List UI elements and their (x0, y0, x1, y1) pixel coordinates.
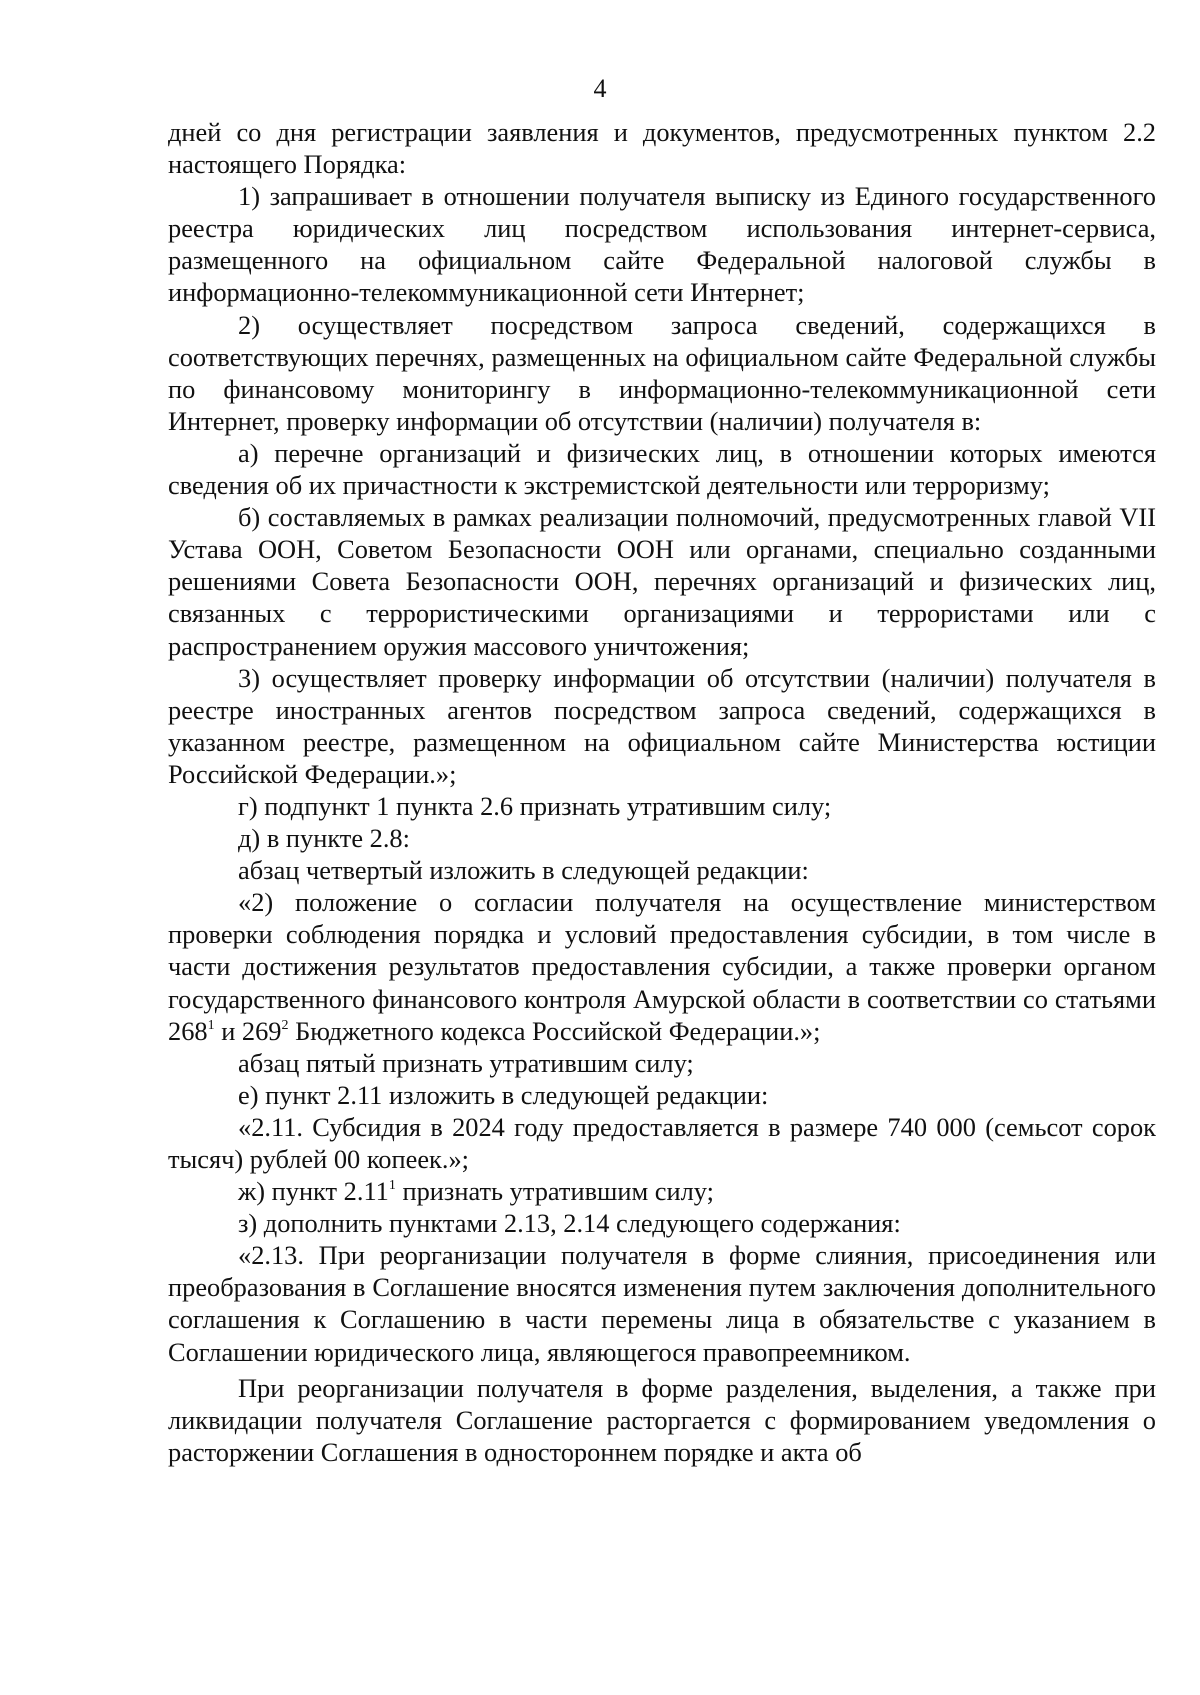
paragraph-reorganization: При реорганизации получателя в форме разделения, выделения, а также при ликвидации получателя Соглашение расторгается с формированием уведомления о расторжении Соглашения в одностороннем порядке и акта об (168, 1372, 1156, 1467)
paragraph-quote-2-11: «2.11. Субсидия в 2024 году предоставляется в размере 740 000 (семьсот сорок тысяч) рублей 00 копеек.»; (168, 1111, 1156, 1174)
article-269: и 269 (214, 1015, 282, 1046)
paragraph-item-d: д) в пункте 2.8: (238, 823, 410, 854)
paragraph-item-g: г) подпункт 1 пункта 2.6 признать утратившим силу; (238, 790, 832, 821)
article-269-sup: 2 (281, 1017, 289, 1033)
paragraph-item-z: з) дополнить пунктами 2.13, 2.14 следующего содержания: (238, 1208, 901, 1239)
paragraph-abzac-5: абзац пятый признать утратившим силу; (238, 1047, 694, 1078)
paragraph-item-zh-text: ж) пункт 2.11 (238, 1176, 389, 1207)
paragraph-item-2: 2) осуществляет посредством запроса сведений, содержащихся в соответствующих перечнях, размещенных на официальном сайте Федеральной службы по финансовому мониторингу в информационно-телекоммуникационной сети Интернет, проверку информации об отсутствии (наличии) получателя в: (168, 309, 1156, 436)
paragraph-intro: дней со дня регистрации заявления и документов, предусмотренных пунктом 2.2 настоящего Порядка: (168, 117, 1156, 180)
paragraph-item-zh-tail: признать утратившим силу; (395, 1176, 714, 1207)
paragraph-quote-2-tail: Бюджетного кодекса Российской Федерации.»; (288, 1015, 821, 1046)
article-268: 268 (168, 1015, 208, 1046)
paragraph-item-e: е) пункт 2.11 изложить в следующей редакции: (238, 1079, 769, 1110)
paragraph-quote-2 (168, 886, 1156, 1046)
paragraph-item-a: а) перечне организаций и физических лиц, в отношении которых имеются сведения об их причастности к экстремистской деятельности или терроризму; (168, 437, 1156, 501)
page-number: 4 (593, 74, 607, 103)
paragraph-abzac-4: абзац четвертый изложить в следующей редакции: (238, 855, 809, 886)
paragraph-item-zh (168, 1175, 1156, 1207)
paragraph-item-3: 3) осуществляет проверку информации об отсутствии (наличии) получателя в реестре иностранных агентов посредством запроса сведений, содержащихся в указанном реестре, размещенном на официальном сайте Министерства юстиции Российской Федерации.»; (168, 662, 1156, 789)
paragraph-quote-2-13: «2.13. При реорганизации получателя в форме слияния, присоединения или преобразования в Соглашение вносятся изменения путем заключения дополнительного соглашения к Соглашению в части перемены лица в обязательстве с указанием в Соглашении юридического лица, являющегося правопреемником. (168, 1240, 1156, 1367)
point-2-11-sup: 1 (388, 1178, 396, 1194)
article-268-sup: 1 (207, 1017, 215, 1033)
paragraph-quote-2-text: «2) положение о согласии получателя на осуществление министерством проверки соблюдения порядка и условий предоставления субсидии, в том числе в части достижения результатов предоставления субсидии, а также проверки органом государственного финансового контроля Амурской области в соответствии со статьями (168, 887, 1156, 1014)
document-body (168, 116, 1156, 1468)
paragraph-item-1: 1) запрашивает в отношении получателя выписку из Единого государственного реестра юридических лиц посредством использования интернет-сервиса, размещенного на официальном сайте Федеральной налоговой службы в информационно-телекоммуникационной сети Интернет; (168, 181, 1156, 308)
paragraph-item-b: б) составляемых в рамках реализации полномочий, предусмотренных главой VII Устава ООН, Советом Безопасности ООН или органами, специально созданными решениями Совета Безопасности ООН, перечнях организаций и физических лиц, связанных с террористическими организациями и террористами или с распространением оружия массового уничтожения; (168, 502, 1156, 661)
